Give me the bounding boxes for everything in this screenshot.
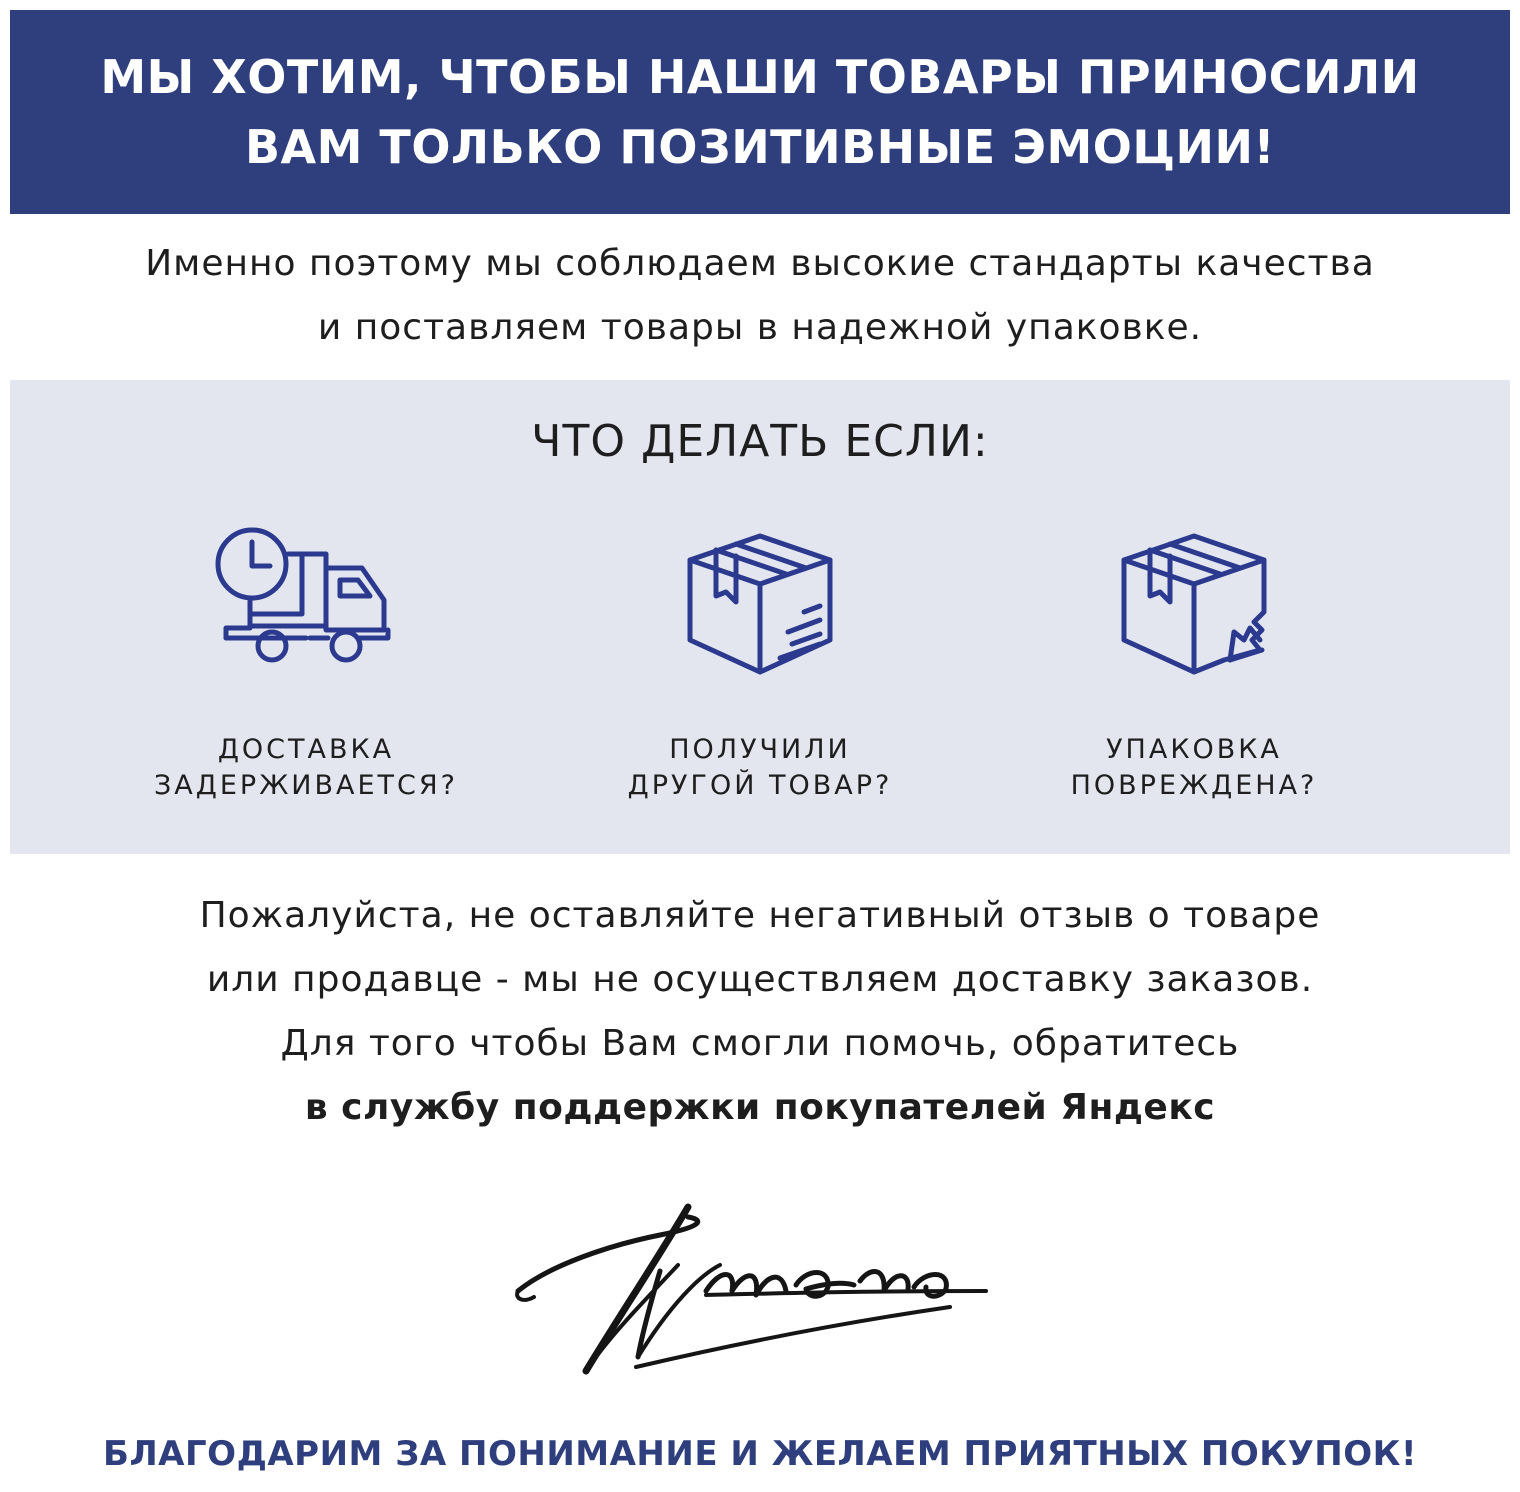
message-line-3: Для того чтобы Вам смогли помочь, обратитесь bbox=[280, 1023, 1240, 1064]
faq-item-wrong-item bbox=[540, 520, 980, 801]
faq-label-line-1: ПОЛУЧИЛИ bbox=[669, 734, 851, 765]
footer-thanks: БЛАГОДАРИМ ЗА ПОНИМАНИЕ И ЖЕЛАЕМ ПРИЯТНЫХ ПОКУПОК! bbox=[103, 1434, 1417, 1474]
faq-label-wrong-item bbox=[540, 732, 980, 804]
faq-item-damaged-package bbox=[974, 520, 1414, 801]
faq-label-line-1: УПАКОВКА bbox=[1106, 734, 1282, 765]
faq-label-line-2: ДРУГОЙ ТОВАР? bbox=[627, 770, 893, 801]
faq-label-line-2: ЗАДЕРЖИВАЕТСЯ? bbox=[154, 770, 458, 801]
faq-label-delivery-delayed bbox=[86, 732, 526, 804]
delivery-truck-clock-icon bbox=[206, 520, 406, 680]
damaged-box-icon bbox=[1094, 520, 1294, 680]
faq-label-damaged-package bbox=[974, 732, 1414, 804]
header-title-line-2: ВАМ ТОЛЬКО ПОЗИТИВНЫЕ ЭМОЦИИ! bbox=[244, 120, 1276, 174]
header-title-line-1: МЫ ХОТИМ, ЧТОБЫ НАШИ ТОВАРЫ ПРИНОСИЛИ bbox=[100, 50, 1420, 104]
message-line-1: Пожалуйста, не оставляйте негативный отзыв о товаре bbox=[199, 895, 1321, 936]
header-banner bbox=[10, 10, 1510, 214]
faq-label-line-2: ПОВРЕЖДЕНА? bbox=[1070, 770, 1318, 801]
package-box-icon bbox=[660, 520, 860, 680]
faq-heading: ЧТО ДЕЛАТЬ ЕСЛИ: bbox=[531, 416, 989, 467]
message-line-support: в службу поддержки покупателей Яндекс bbox=[304, 1087, 1216, 1128]
intro-line-2: и поставляем товары в надежной упаковке. bbox=[317, 307, 1203, 348]
support-message bbox=[10, 884, 1510, 1140]
faq-item-delivery-delayed bbox=[86, 520, 526, 801]
intro-line-1: Именно поэтому мы соблюдаем высокие стандарты качества bbox=[145, 243, 1375, 284]
signature-image bbox=[510, 1195, 1000, 1385]
message-line-2: или продавце - мы не осуществляем доставку заказов. bbox=[206, 959, 1314, 1000]
intro-text bbox=[10, 232, 1510, 360]
faq-label-line-1: ДОСТАВКА bbox=[217, 734, 395, 765]
